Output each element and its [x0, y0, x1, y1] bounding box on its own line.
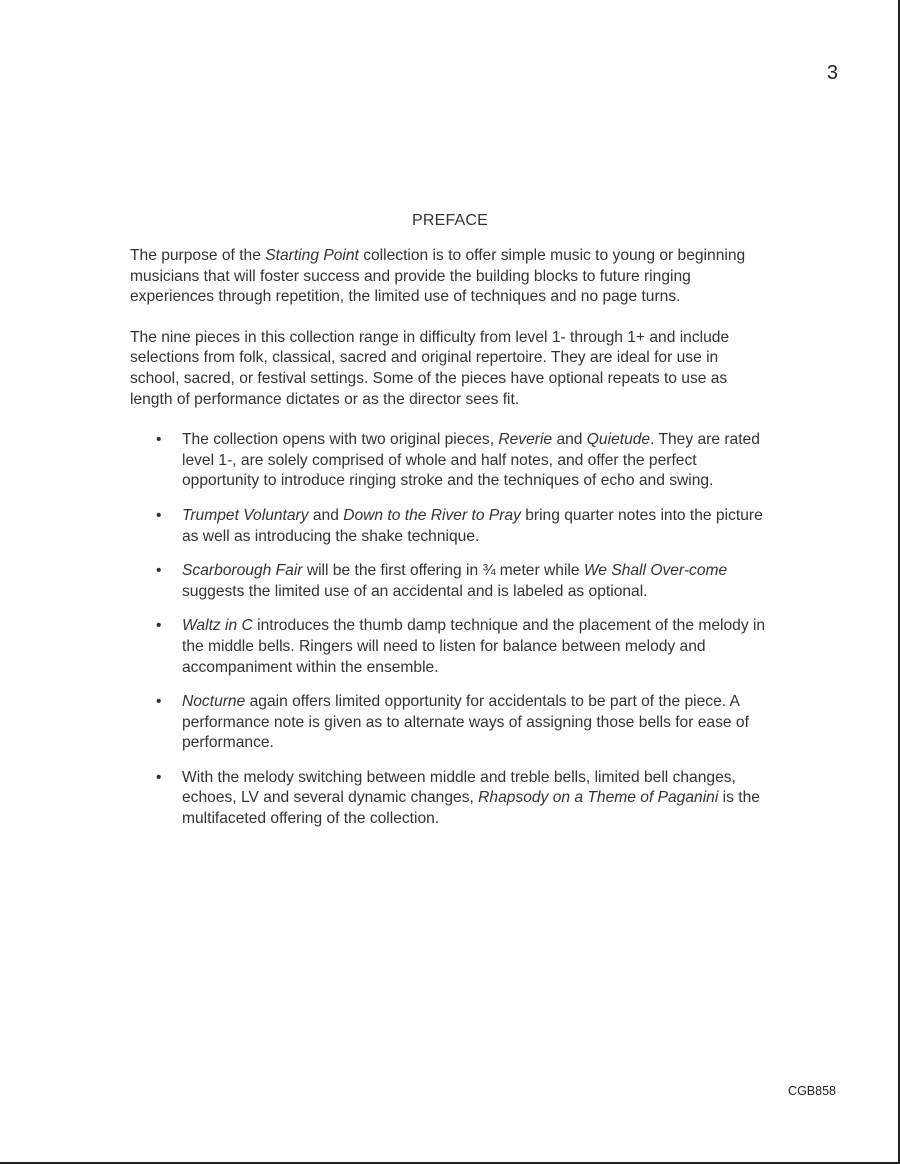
pieces-list — [130, 430, 770, 830]
page-number: 3 — [826, 62, 838, 84]
list-item: • Nocturne again offers limited opportunity for accidentals to be part of the piece. A performance note is given as to alternate ways of assigning those bells for ease of performance. — [156, 693, 749, 752]
preface-body — [130, 246, 770, 844]
list-item: • Trumpet Voluntary and Down to the River to Pray bring quarter notes into the picture as well as introducing the shake technique. — [156, 506, 763, 545]
collection-title: Starting Point — [265, 247, 359, 264]
bullet-icon: • — [156, 768, 162, 786]
list-item: • The collection opens with two original pieces, Reverie and Quietude. They are rated level 1-, are solely comprised of whole and half notes, and offer the perfect opportunity to introduce ringing stroke and the techniques of echo and swing. — [156, 431, 760, 490]
bullet-icon: • — [156, 693, 162, 711]
paragraph-purpose: The purpose of the Starting Point collection is to offer simple music to young or beginning musicians that will foster success and provide the building blocks to future ringing experiences through repetition, the limited use of techniques and no page turns. — [130, 247, 746, 306]
list-item: • With the melody switching between middle and treble bells, limited bell changes, echoes, LV and several dynamic changes, Rhapsody on a Theme of Paganini is the multifaceted offering of the collection. — [156, 768, 760, 828]
bullet-icon: • — [156, 562, 162, 580]
bullet-icon: • — [156, 506, 162, 524]
catalog-code: CGB858 — [788, 1084, 836, 1098]
list-item: • Waltz in C introduces the thumb damp technique and the placement of the melody in the middle bells. Ringers will need to listen for balance between melody and accompaniment within the ensemble. — [156, 617, 766, 676]
page-title: PREFACE — [411, 212, 489, 229]
list-item: • Scarborough Fair will be the first offering in ¾ meter while We Shall Over-come suggests the limited use of an accidental and is labeled as optional. — [156, 562, 728, 600]
bullet-icon: • — [156, 617, 162, 635]
bullet-icon: • — [156, 431, 162, 449]
paragraph-pieces: The nine pieces in this collection range in difficulty from level 1- through 1+ and include selections from folk, classical, sacred and original repertoire. They are ideal for use in school, sacred, or festival settings. Some of the pieces have optional repeats to use as length of performance dictates or as the director sees fit. — [130, 328, 730, 408]
